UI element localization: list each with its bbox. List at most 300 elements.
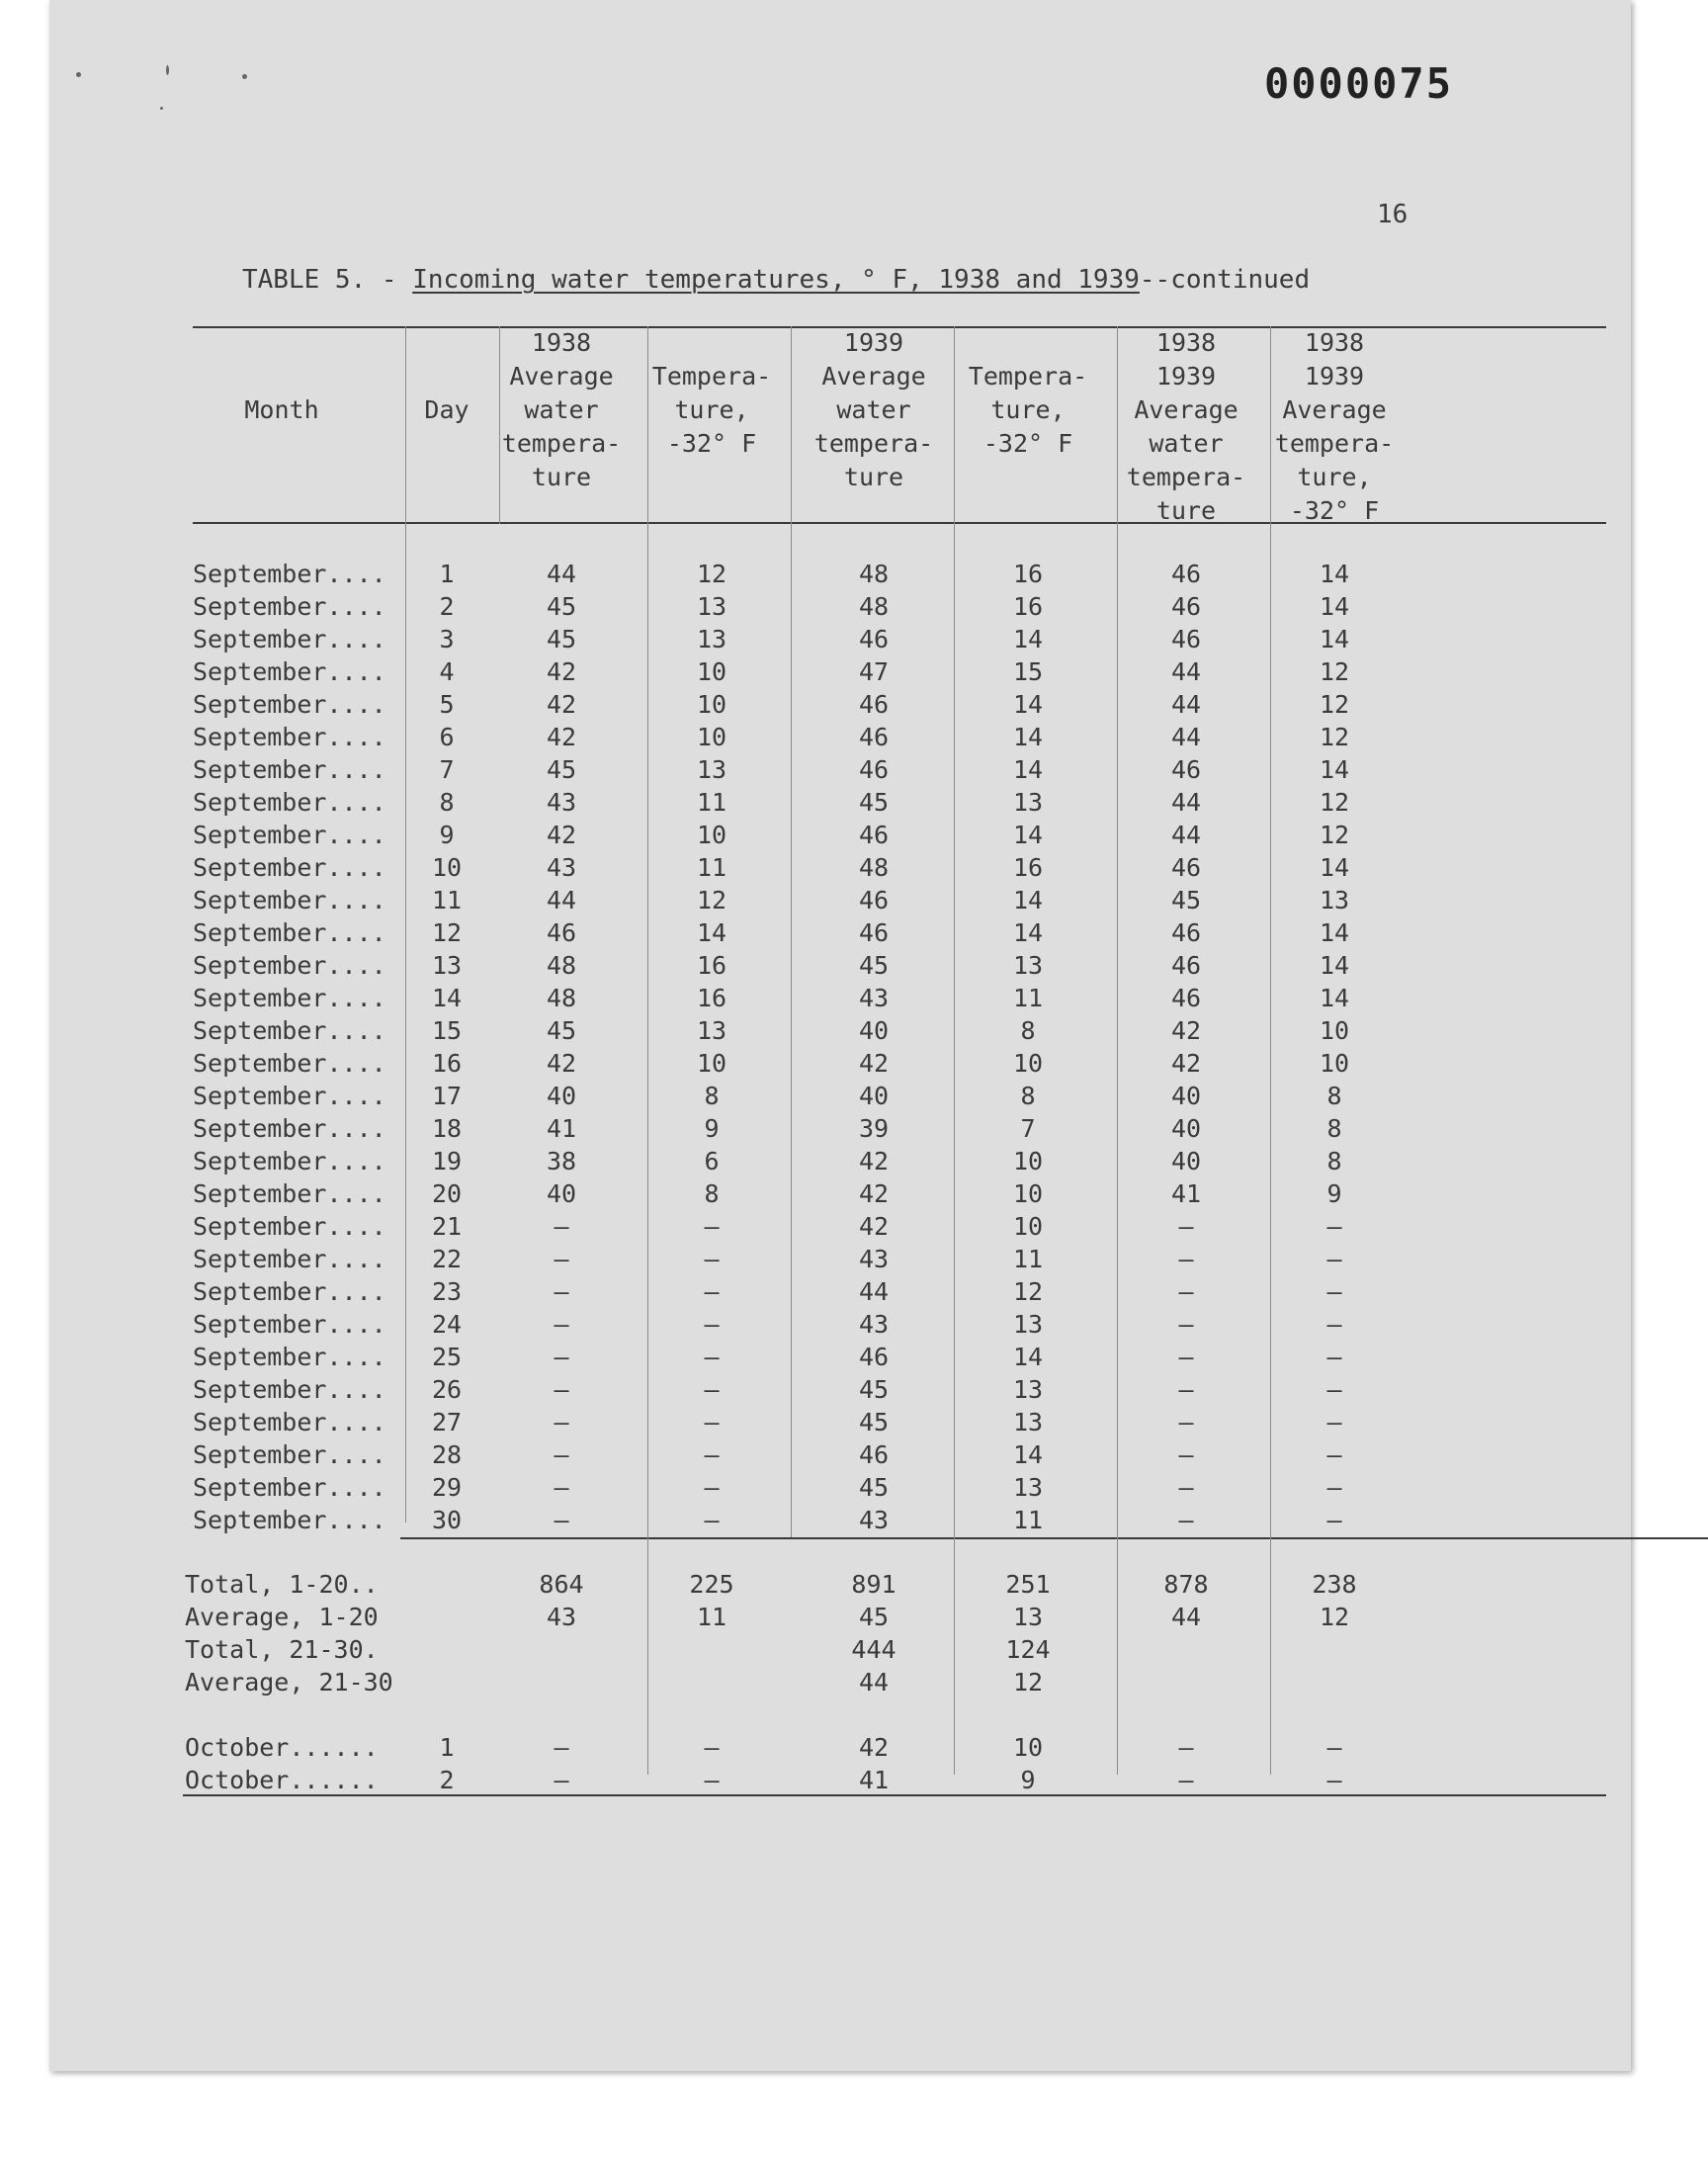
cell-avgBoth: – (1178, 1277, 1194, 1306)
cell-avgBoth: 46 (1170, 853, 1202, 882)
row-label: September.... (193, 1049, 386, 1078)
cell-avg1939: 46 (858, 886, 890, 914)
cell-avgBoth: – (1178, 1408, 1194, 1436)
cell-tempBoth: – (1326, 1473, 1342, 1502)
cell-day: 28 (431, 1440, 463, 1469)
table-row (0, 916, 1708, 949)
cell-avgBoth: – (1178, 1245, 1194, 1273)
cell-day: 17 (431, 1082, 463, 1110)
cell-day: 1 (439, 560, 455, 588)
summary-row (0, 1601, 1708, 1633)
cell-avg1939: 43 (858, 1245, 890, 1273)
cell-temp1939: 16 (1012, 853, 1044, 882)
cell-day: 3 (439, 625, 455, 653)
cell-tempBoth: – (1326, 1310, 1342, 1339)
cell-avgBoth: 45 (1170, 886, 1202, 914)
cell-tempBoth: – (1326, 1277, 1342, 1306)
cell-temp1938: – (704, 1343, 720, 1371)
cell-avgBoth: 46 (1170, 625, 1202, 653)
cell-avg1939: 42 (858, 1212, 890, 1241)
cell-avg1938: 45 (546, 1016, 577, 1045)
cell-temp1939: 12 (1012, 1668, 1044, 1696)
cell-avg1939: 43 (858, 984, 890, 1012)
cell-avg1939: 46 (858, 821, 890, 849)
cell-temp1938: – (704, 1310, 720, 1339)
table-row (0, 1438, 1708, 1471)
cell-temp1939: 13 (1012, 1310, 1044, 1339)
cell-avg1938: 48 (546, 951, 577, 980)
cell-avg1939: 46 (858, 723, 890, 751)
cell-avg1939: 42 (858, 1049, 890, 1078)
cell-temp1938: 9 (704, 1114, 720, 1143)
cell-temp1939: 14 (1012, 918, 1044, 947)
summary-row (0, 1666, 1708, 1698)
cell-avg1938: 41 (546, 1114, 577, 1143)
cell-avg1939: 44 (858, 1668, 890, 1696)
table-row (0, 1014, 1708, 1047)
cell-temp1938: – (704, 1408, 720, 1436)
cell-temp1938: – (704, 1506, 720, 1534)
cell-day: 14 (431, 984, 463, 1012)
cell-avg1939: 45 (858, 788, 890, 817)
cell-tempBoth: – (1326, 1440, 1342, 1469)
cell-tempBoth: 8 (1326, 1082, 1342, 1110)
cell-tempBoth: 12 (1319, 1603, 1350, 1631)
row-label: September.... (193, 657, 386, 686)
row-label: October...... (185, 1733, 379, 1762)
cell-avg1939: 891 (851, 1570, 897, 1599)
row-label: September.... (193, 918, 386, 947)
row-label: September.... (193, 1408, 386, 1436)
cell-avg1938: – (554, 1440, 569, 1469)
cell-avg1939: 45 (858, 1603, 890, 1631)
cell-day: 12 (431, 918, 463, 947)
cell-avgBoth: 44 (1170, 821, 1202, 849)
table-row (0, 753, 1708, 786)
cell-tempBoth: – (1326, 1408, 1342, 1436)
row-label: September.... (193, 592, 386, 621)
scan-speck (242, 74, 247, 79)
cell-tempBoth: 8 (1326, 1147, 1342, 1175)
cell-temp1939: 124 (1005, 1635, 1051, 1664)
table-row-october (0, 1731, 1708, 1764)
cell-tempBoth: 12 (1319, 821, 1350, 849)
cell-temp1938: 11 (696, 853, 727, 882)
cell-temp1938: 8 (704, 1179, 720, 1208)
cell-avg1939: 48 (858, 592, 890, 621)
table-row (0, 1145, 1708, 1177)
cell-avgBoth: 44 (1170, 788, 1202, 817)
cell-avg1938: – (554, 1277, 569, 1306)
cell-tempBoth: – (1326, 1375, 1342, 1404)
cell-temp1938: 10 (696, 657, 727, 686)
row-label: September.... (193, 755, 386, 784)
cell-temp1938: 10 (696, 723, 727, 751)
cell-avg1939: 444 (851, 1635, 897, 1664)
column-header-avgBoth: 1938 1939 Average water tempera- ture (1126, 328, 1246, 525)
cell-avgBoth: – (1178, 1212, 1194, 1241)
cell-temp1938: – (704, 1375, 720, 1404)
cell-avg1939: 46 (858, 755, 890, 784)
cell-temp1938: 10 (696, 1049, 727, 1078)
row-label: September.... (193, 1473, 386, 1502)
scan-speck (166, 65, 169, 75)
cell-tempBoth: 14 (1319, 951, 1350, 980)
cell-avg1939: 46 (858, 1343, 890, 1371)
column-header-temp1938: Tempera- ture, -32° F (651, 362, 772, 458)
row-label: September.... (193, 1440, 386, 1469)
cell-temp1938: – (704, 1766, 720, 1794)
row-label: September.... (193, 821, 386, 849)
table-row (0, 786, 1708, 819)
cell-avg1938: – (554, 1408, 569, 1436)
cell-avgBoth: 41 (1170, 1179, 1202, 1208)
cell-avg1939: 43 (858, 1310, 890, 1339)
cell-temp1938: 16 (696, 984, 727, 1012)
cell-day: 21 (431, 1212, 463, 1241)
row-label: September.... (193, 1506, 386, 1534)
cell-avg1938: 45 (546, 592, 577, 621)
cell-tempBoth: 8 (1326, 1114, 1342, 1143)
cell-avgBoth: 42 (1170, 1049, 1202, 1078)
cell-day: 16 (431, 1049, 463, 1078)
cell-temp1939: 10 (1012, 1212, 1044, 1241)
table-row (0, 1177, 1708, 1210)
table-row (0, 1308, 1708, 1341)
cell-temp1938: – (704, 1440, 720, 1469)
table-row (0, 819, 1708, 851)
cell-day: 6 (439, 723, 455, 751)
row-label: September.... (193, 1179, 386, 1208)
cell-temp1939: 10 (1012, 1147, 1044, 1175)
cell-avg1938: 44 (546, 886, 577, 914)
cell-day: 22 (431, 1245, 463, 1273)
cell-avgBoth: 40 (1170, 1147, 1202, 1175)
cell-avg1939: 40 (858, 1016, 890, 1045)
cell-day: 19 (431, 1147, 463, 1175)
cell-avg1939: 48 (858, 560, 890, 588)
cell-temp1939: 12 (1012, 1277, 1044, 1306)
cell-temp1939: 13 (1012, 1408, 1044, 1436)
table-row (0, 1243, 1708, 1275)
cell-temp1938: 11 (696, 1603, 727, 1631)
cell-temp1939: 10 (1012, 1733, 1044, 1762)
cell-avgBoth: 46 (1170, 918, 1202, 947)
cell-day: 26 (431, 1375, 463, 1404)
cell-day: 25 (431, 1343, 463, 1371)
cell-temp1939: 13 (1012, 951, 1044, 980)
cell-avg1939: 46 (858, 690, 890, 719)
cell-tempBoth: 12 (1319, 657, 1350, 686)
cell-temp1938: – (704, 1277, 720, 1306)
cell-avgBoth: 46 (1170, 755, 1202, 784)
cell-tempBoth: 14 (1319, 755, 1350, 784)
cell-temp1938: 13 (696, 1016, 727, 1045)
cell-temp1938: 13 (696, 592, 727, 621)
cell-avg1938: 45 (546, 755, 577, 784)
cell-temp1939: 7 (1020, 1114, 1036, 1143)
column-header-day: Day (424, 395, 470, 424)
cell-avgBoth: 44 (1170, 657, 1202, 686)
cell-temp1939: 16 (1012, 560, 1044, 588)
table-row (0, 982, 1708, 1014)
cell-tempBoth: – (1326, 1245, 1342, 1273)
cell-avg1938: 38 (546, 1147, 577, 1175)
cell-tempBoth: 12 (1319, 788, 1350, 817)
cell-avg1939: 42 (858, 1147, 890, 1175)
cell-day: 5 (439, 690, 455, 719)
cell-tempBoth: 14 (1319, 625, 1350, 653)
cell-temp1939: 16 (1012, 592, 1044, 621)
summary-row (0, 1568, 1708, 1601)
cell-day: 13 (431, 951, 463, 980)
cell-avg1939: 41 (858, 1766, 890, 1794)
table-rule-2 (400, 1537, 1708, 1539)
cell-avg1938: 40 (546, 1179, 577, 1208)
row-label: September.... (193, 690, 386, 719)
cell-day: 8 (439, 788, 455, 817)
cell-temp1939: 10 (1012, 1049, 1044, 1078)
cell-avg1939: 39 (858, 1114, 890, 1143)
cell-day: 20 (431, 1179, 463, 1208)
cell-tempBoth: 238 (1312, 1570, 1357, 1599)
cell-avg1938: 42 (546, 1049, 577, 1078)
row-label: September.... (193, 1147, 386, 1175)
cell-temp1938: 6 (704, 1147, 720, 1175)
table-title (242, 265, 1310, 295)
cell-avg1938: – (554, 1245, 569, 1273)
cell-avg1938: 42 (546, 723, 577, 751)
cell-day: 30 (431, 1506, 463, 1534)
cell-day: 4 (439, 657, 455, 686)
cell-avg1938: 43 (546, 1603, 577, 1631)
cell-avg1939: 42 (858, 1733, 890, 1762)
cell-avg1939: 44 (858, 1277, 890, 1306)
cell-temp1938: 10 (696, 690, 727, 719)
row-label: October...... (185, 1766, 379, 1794)
cell-avgBoth: 46 (1170, 560, 1202, 588)
cell-avg1938: 42 (546, 821, 577, 849)
table-row (0, 558, 1708, 590)
row-label: Average, 21-30 (185, 1668, 393, 1696)
cell-temp1939: 14 (1012, 1343, 1044, 1371)
cell-avg1939: 40 (858, 1082, 890, 1110)
cell-tempBoth: 12 (1319, 723, 1350, 751)
cell-temp1938: 14 (696, 918, 727, 947)
cell-day: 11 (431, 886, 463, 914)
cell-avgBoth: 44 (1170, 1603, 1202, 1631)
cell-avgBoth: – (1178, 1506, 1194, 1534)
cell-tempBoth: – (1326, 1733, 1342, 1762)
cell-avg1938: – (554, 1375, 569, 1404)
row-label: September.... (193, 1212, 386, 1241)
cell-avgBoth: – (1178, 1375, 1194, 1404)
table-row (0, 1373, 1708, 1406)
table-row (0, 1471, 1708, 1504)
row-label: September.... (193, 984, 386, 1012)
cell-avgBoth: – (1178, 1440, 1194, 1469)
cell-tempBoth: – (1326, 1212, 1342, 1241)
cell-avgBoth: 40 (1170, 1114, 1202, 1143)
column-header-avg1938: 1938 Average water tempera- ture (501, 328, 622, 491)
cell-temp1938: – (704, 1245, 720, 1273)
row-label: September.... (193, 1114, 386, 1143)
cell-temp1939: 14 (1012, 755, 1044, 784)
table-row (0, 851, 1708, 884)
cell-temp1938: 8 (704, 1082, 720, 1110)
cell-tempBoth: 14 (1319, 984, 1350, 1012)
cell-avgBoth: 40 (1170, 1082, 1202, 1110)
cell-avg1938: 43 (546, 788, 577, 817)
cell-temp1939: 8 (1020, 1082, 1036, 1110)
cell-tempBoth: 10 (1319, 1049, 1350, 1078)
cell-avg1939: 47 (858, 657, 890, 686)
cell-avgBoth: – (1178, 1766, 1194, 1794)
cell-avg1939: 48 (858, 853, 890, 882)
cell-tempBoth: – (1326, 1506, 1342, 1534)
cell-tempBoth: – (1326, 1766, 1342, 1794)
cell-temp1938: 225 (689, 1570, 734, 1599)
cell-temp1939: 13 (1012, 1603, 1044, 1631)
cell-temp1939: 14 (1012, 625, 1044, 653)
cell-avg1939: 45 (858, 1375, 890, 1404)
row-label: September.... (193, 1343, 386, 1371)
cell-day: 2 (439, 592, 455, 621)
cell-avg1938: – (554, 1766, 569, 1794)
cell-day: 7 (439, 755, 455, 784)
summary-row (0, 1633, 1708, 1666)
cell-avg1938: – (554, 1733, 569, 1762)
cell-tempBoth: 12 (1319, 690, 1350, 719)
cell-temp1939: 14 (1012, 1440, 1044, 1469)
table-row (0, 1047, 1708, 1080)
cell-tempBoth: 9 (1326, 1179, 1342, 1208)
cell-avg1938: 46 (546, 918, 577, 947)
title-prefix: TABLE 5. - (242, 265, 413, 295)
cell-avg1938: 43 (546, 853, 577, 882)
table-row (0, 721, 1708, 753)
table-row (0, 623, 1708, 655)
row-label: September.... (193, 886, 386, 914)
cell-avg1938: 44 (546, 560, 577, 588)
row-label: Total, 21-30. (185, 1635, 379, 1664)
cell-avg1939: 46 (858, 918, 890, 947)
row-label: September.... (193, 1082, 386, 1110)
cell-tempBoth: 14 (1319, 592, 1350, 621)
cell-day: 9 (439, 821, 455, 849)
table-row (0, 884, 1708, 916)
row-label: September.... (193, 560, 386, 588)
row-label: September.... (193, 1245, 386, 1273)
table-row (0, 1504, 1708, 1536)
cell-temp1938: 12 (696, 886, 727, 914)
table-row (0, 590, 1708, 623)
row-label: September.... (193, 853, 386, 882)
cell-avg1938: 48 (546, 984, 577, 1012)
row-label: September.... (193, 1016, 386, 1045)
cell-avgBoth: 44 (1170, 690, 1202, 719)
column-header-temp1939: Tempera- ture, -32° F (968, 362, 1088, 458)
cell-avg1938: 864 (539, 1570, 584, 1599)
row-label: September.... (193, 625, 386, 653)
table-row (0, 1080, 1708, 1112)
cell-temp1938: 10 (696, 821, 727, 849)
row-label: September.... (193, 1277, 386, 1306)
row-label: September.... (193, 1310, 386, 1339)
cell-temp1939: 14 (1012, 886, 1044, 914)
table-row (0, 949, 1708, 982)
cell-temp1939: 13 (1012, 1375, 1044, 1404)
cell-temp1939: 15 (1012, 657, 1044, 686)
cell-avg1939: 46 (858, 1440, 890, 1469)
scan-speck (160, 107, 163, 110)
cell-day: 10 (431, 853, 463, 882)
cell-tempBoth: 13 (1319, 886, 1350, 914)
cell-avg1938: 45 (546, 625, 577, 653)
cell-avgBoth: – (1178, 1473, 1194, 1502)
table-row (0, 1275, 1708, 1308)
cell-avgBoth: – (1178, 1343, 1194, 1371)
cell-temp1938: 13 (696, 625, 727, 653)
table-row (0, 655, 1708, 688)
cell-avgBoth: – (1178, 1733, 1194, 1762)
row-label: September.... (193, 723, 386, 751)
document-stamp-number: 0000075 (1263, 59, 1453, 108)
cell-temp1938: 12 (696, 560, 727, 588)
cell-avg1938: – (554, 1343, 569, 1371)
cell-avg1938: – (554, 1310, 569, 1339)
cell-temp1939: 13 (1012, 1473, 1044, 1502)
row-label: Average, 1-20 (185, 1603, 379, 1631)
table-row (0, 1210, 1708, 1243)
cell-temp1938: 11 (696, 788, 727, 817)
cell-temp1939: 11 (1012, 1245, 1044, 1273)
cell-avg1938: – (554, 1473, 569, 1502)
cell-avg1939: 43 (858, 1506, 890, 1534)
title-suffix: --continued (1139, 265, 1311, 295)
cell-day: 18 (431, 1114, 463, 1143)
cell-temp1939: 11 (1012, 984, 1044, 1012)
scan-speck (76, 72, 81, 77)
cell-temp1939: 14 (1012, 821, 1044, 849)
cell-temp1939: 13 (1012, 788, 1044, 817)
cell-temp1938: – (704, 1473, 720, 1502)
page-number: 16 (1377, 200, 1409, 229)
cell-day: 29 (431, 1473, 463, 1502)
column-header-tempBoth: 1938 1939 Average tempera- ture, -32° F (1274, 328, 1395, 525)
cell-avg1938: 42 (546, 690, 577, 719)
cell-avgBoth: 44 (1170, 723, 1202, 751)
cell-temp1939: 251 (1005, 1570, 1051, 1599)
column-header-month: Month (244, 395, 319, 424)
cell-day: 24 (431, 1310, 463, 1339)
cell-avg1938: 42 (546, 657, 577, 686)
cell-avg1938: – (554, 1506, 569, 1534)
cell-avg1939: 46 (858, 625, 890, 653)
cell-temp1938: 16 (696, 951, 727, 980)
row-label: September.... (193, 788, 386, 817)
cell-temp1938: 13 (696, 755, 727, 784)
cell-day: 27 (431, 1408, 463, 1436)
cell-avgBoth: 46 (1170, 984, 1202, 1012)
table-row (0, 1341, 1708, 1373)
cell-temp1939: 8 (1020, 1016, 1036, 1045)
cell-temp1939: 14 (1012, 723, 1044, 751)
cell-avg1939: 45 (858, 1473, 890, 1502)
cell-temp1939: 11 (1012, 1506, 1044, 1534)
cell-temp1938: – (704, 1733, 720, 1762)
row-label: September.... (193, 951, 386, 980)
